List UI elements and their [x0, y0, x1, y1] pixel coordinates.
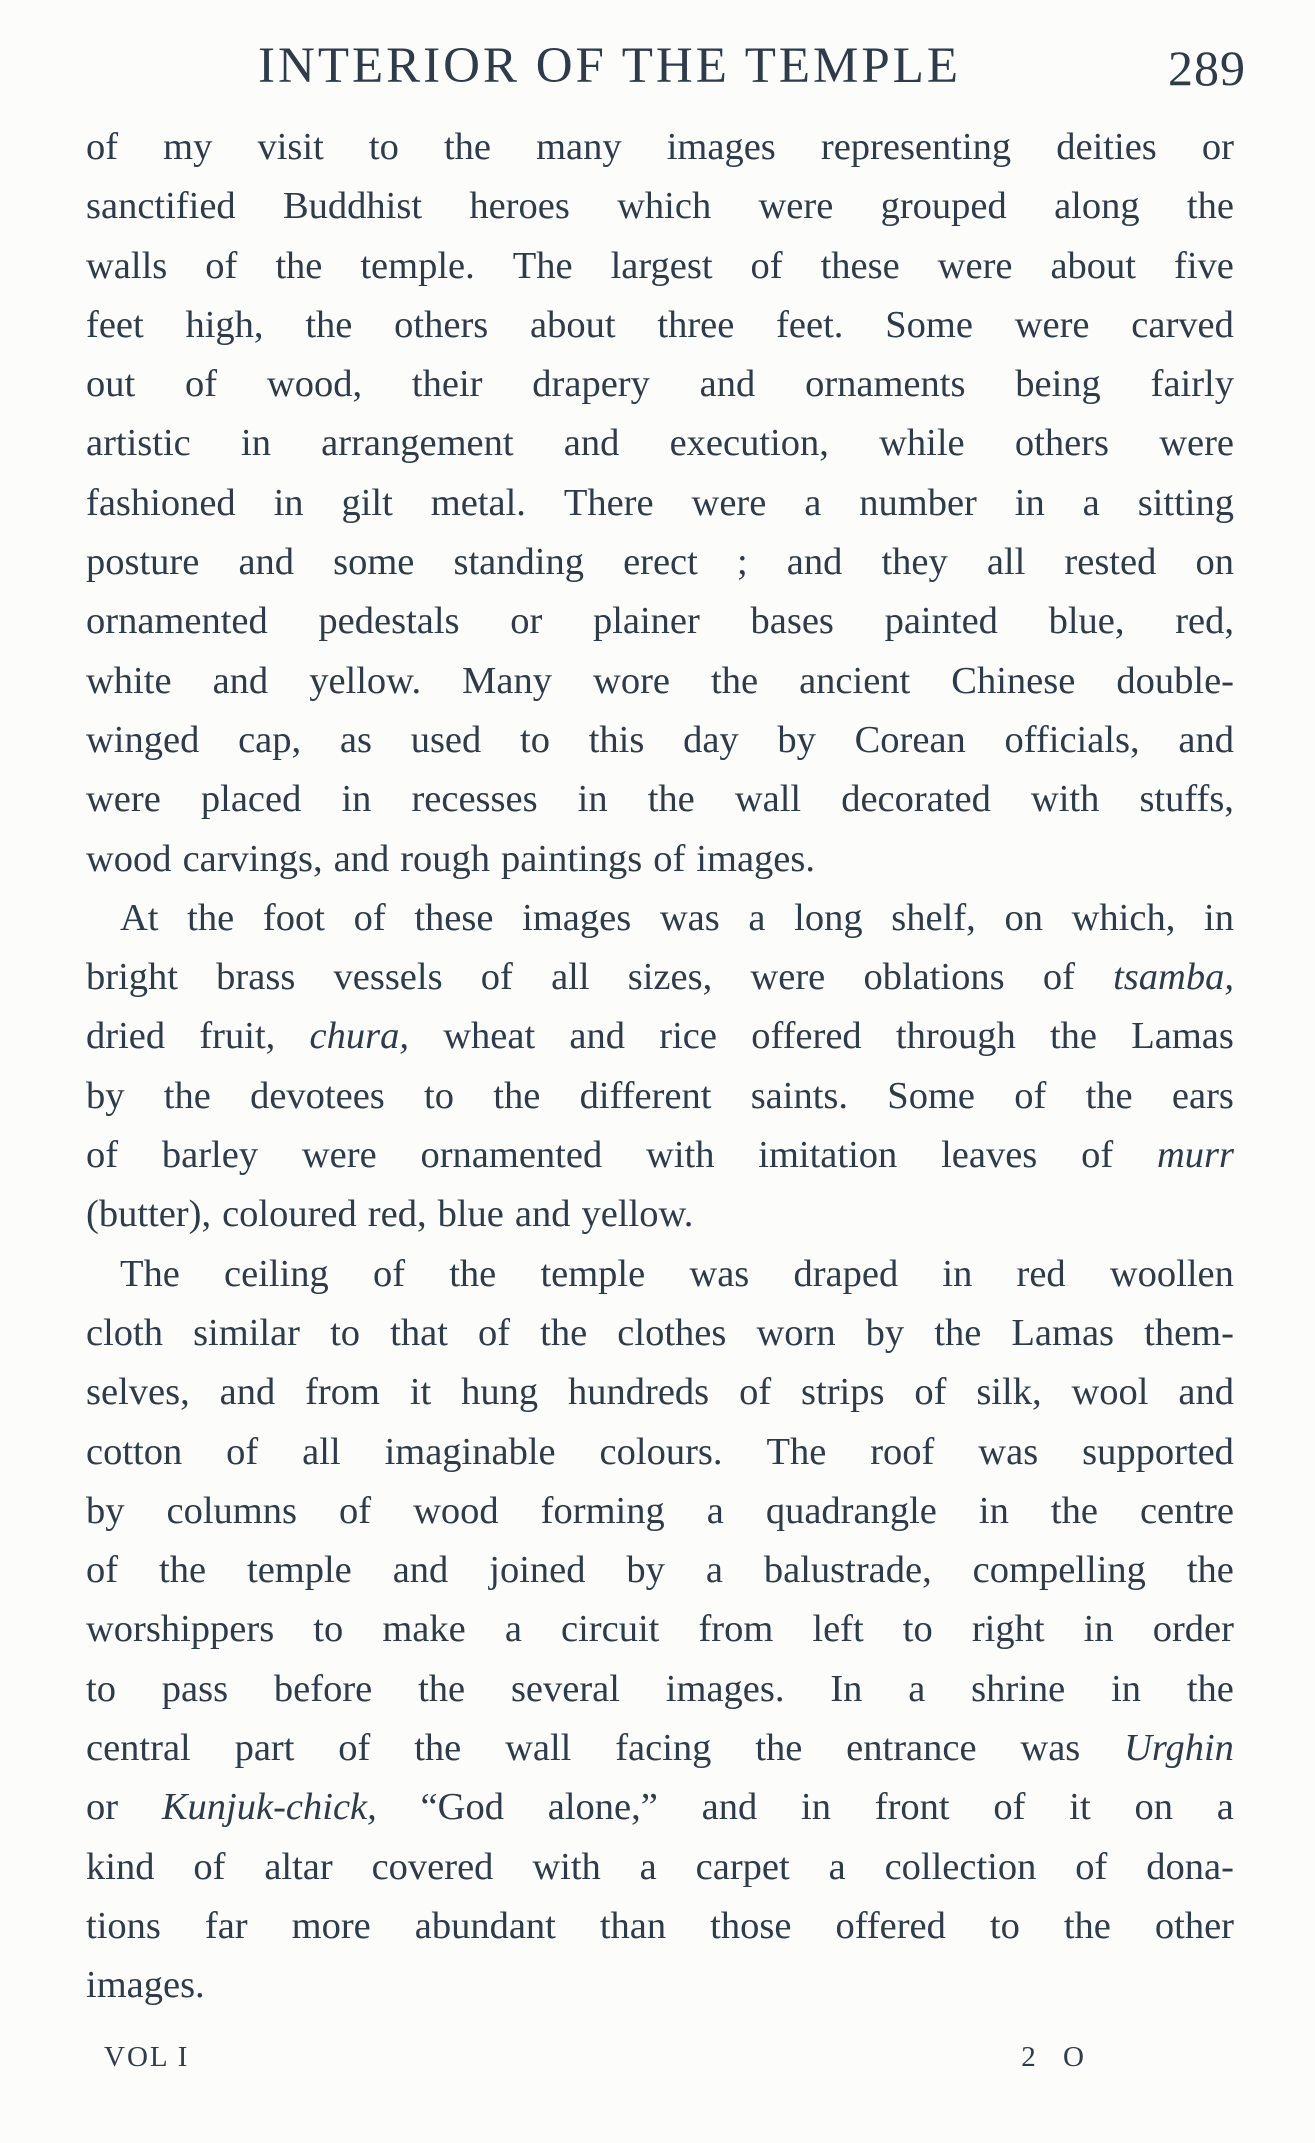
text-line: white and yellow. Many wore the ancient Chinese double- [86, 659, 1234, 702]
text-line: dried fruit, chura, wheat and rice offered through the Lamas [86, 1015, 1234, 1058]
volume-label: VOL I [104, 2041, 190, 2073]
text-line: to pass before the several images. In a shrine in the [86, 1667, 1234, 1710]
text-line: (butter), coloured red, blue and yellow. [86, 1193, 694, 1236]
text-line: bright brass vessels of all sizes, were oblations of tsamba, [86, 956, 1234, 999]
text-line: The ceiling of the temple was draped in red woollen [120, 1252, 1234, 1295]
signature-mark: 2 O [1021, 2041, 1094, 2073]
text-line: ornamented pedestals or plainer bases painted blue, red, [86, 600, 1234, 643]
text-line: central part of the wall facing the entrance was Urghin [86, 1727, 1234, 1770]
text-line: of my visit to the many images representing deities or [86, 126, 1234, 168]
text-line: posture and some standing erect ; and they all rested on [86, 541, 1234, 584]
text-line: At the foot of these images was a long shelf, on which, in [120, 896, 1234, 939]
text-line: cotton of all imaginable colours. The roof was supported [86, 1430, 1234, 1473]
text-line: wood carvings, and rough paintings of images. [86, 837, 815, 880]
text-line: fashioned in gilt metal. There were a number in a sitting [86, 481, 1234, 524]
page-footer [104, 2037, 1094, 2077]
text-line: of barley were ornamented with imitation leaves of murr [86, 1134, 1234, 1177]
text-line: winged cap, as used to this day by Corean officials, and [86, 718, 1234, 761]
text-line: images. [86, 1964, 205, 2007]
text-line: by columns of wood forming a quadrangle in the centre [86, 1489, 1234, 1532]
text-line: sanctified Buddhist heroes which were grouped along the [86, 185, 1234, 228]
text-line: by the devotees to the different saints. Some of the ears [86, 1074, 1234, 1117]
text-line: out of wood, their drapery and ornaments being fairly [86, 363, 1234, 406]
text-line: or Kunjuk-chick, “God alone,” and in front of it on a [86, 1786, 1234, 1829]
text-line: feet high, the others about three feet. Some were carved [86, 303, 1234, 346]
text-line: walls of the temple. The largest of these were about five [86, 244, 1234, 287]
text-line: were placed in recesses in the wall decorated with stuffs, [86, 778, 1234, 821]
text-line: tions far more abundant than those offered to the other [86, 1904, 1234, 1947]
text-line: kind of altar covered with a carpet a collection of dona- [86, 1845, 1234, 1888]
text-line: artistic in arrangement and execution, while others were [86, 422, 1234, 465]
running-title: INTERIOR OF THE TEMPLE [258, 38, 962, 94]
page-header [86, 32, 1246, 100]
text-line: of the temple and joined by a balustrade, compelling the [86, 1549, 1234, 1592]
text-line: cloth similar to that of the clothes worn by the Lamas them- [86, 1311, 1234, 1354]
body-text [86, 118, 1234, 2016]
text-line: selves, and from it hung hundreds of strips of silk, wool and [86, 1371, 1234, 1414]
text-line: worshippers to make a circuit from left to right in order [86, 1608, 1234, 1651]
page-number: 289 [1168, 40, 1246, 96]
